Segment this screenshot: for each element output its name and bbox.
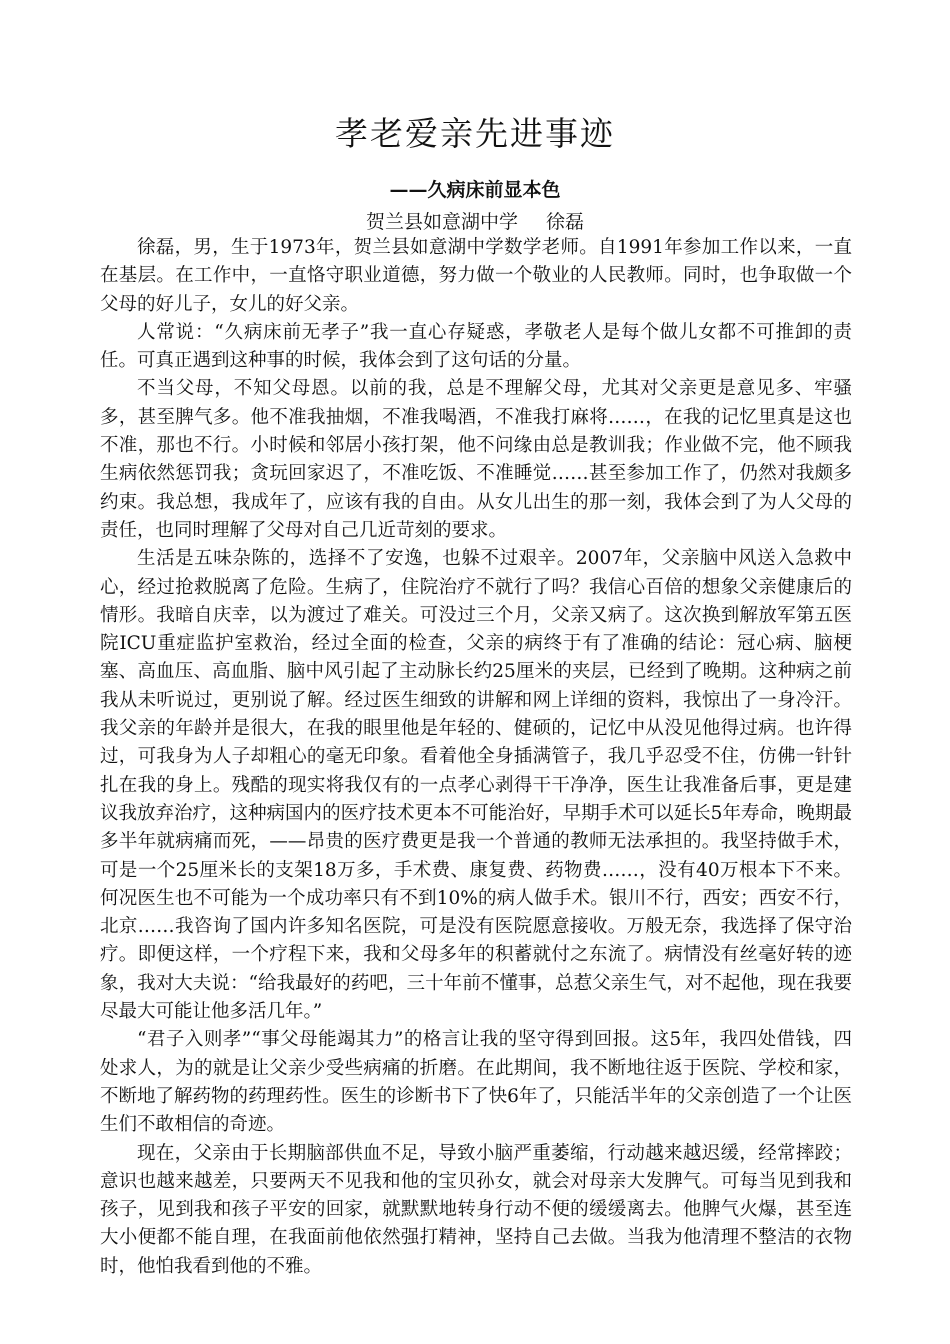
paragraph-intro: 徐磊，男，生于1973年，贺兰县如意湖中学数学老师。自1991年参加工作以来，一直在基层。在工作中，一直恪守职业道德，努力做一个敬业的人民教师。同时，也争取做一个父母的好儿子，女儿的好父亲。	[100, 237, 852, 315]
paragraph-illness: 生活是五味杂陈的，选择不了安逸，也躲不过艰辛。2007年，父亲脑中风送入急救中心，经过抢救脱离了危险。生病了，住院治疗不就行了吗？我信心百倍的想象父亲健康后的情形。我暗自庆幸，以为渡过了难关。可没过三个月，父亲又病了。这次换到解放军第五医院ICU重症监护室救治，经过全面的检查，父亲的病终于有了准确的结论：冠心病、脑梗塞、高血压、高血脂、脑中风引起了主动脉长约25厘米的夹层，已经到了晚期。这种病之前我从未听说过，更别说了解。经过医生细致的讲解和网上详细的资料，我惊出了一身冷汗。我父亲的年龄并是很大，在我的眼里他是年轻的、健硕的，记忆中从没见他得过病。也许得过，可我身为人子却粗心的毫无印象。看着他全身插满管子，我几乎忍受不住，仿佛一针针扎在我的身上。残酷的现实将我仅有的一点孝心剥得干干净净，医生让我准备后事，更是建议我放弃治疗，这种病国内的医疗技术更本不可能治好，早期手术可以延长5年寿命，晚期最多半年就病痛而死，——昂贵的医疗费更是我一个普通的教师无法承担的。我坚持做手术，可是一个25厘米长的支架18万多，手术费、康复费、药物费……，没有40万根本下不来。何况医生也不可能为一个成功率只有不到10%的病人做手术。银川不行，西安；西安不行，北京……我咨询了国内许多知名医院，可是没有医院愿意接收。万般无奈，我选择了保守治疗。即便这样，一个疗程下来，我和父母多年的积蓄就付之东流了。病情没有丝毫好转的迹象，我对大夫说：“给我最好的药吧，三十年前不懂事，总惹父亲生气，对不起他，现在我要尽最大可能让他多活几年。”	[100, 548, 852, 1023]
paragraph-saying: 人常说：“久病床前无孝子”我一直心存疑惑，孝敬老人是每个做儿女都不可推卸的责任。可真正遇到这种事的时候，我体会到了这句话的分量。	[100, 321, 852, 372]
author-name: 徐磊	[546, 211, 585, 233]
paragraph-parents: 不当父母，不知父母恩。以前的我，总是不理解父母，尤其对父亲更是意见多、牢骚多，甚至脾气多。他不准我抽烟，不准我喝酒，不准我打麻将……，在我的记忆里真是这也不准，那也不行。小时候和邻居小孩打架，他不问缘由总是教训我；作业做不完，他不顾我生病依然惩罚我；贪玩回家迟了，不准吃饭、不准睡觉……甚至参加工作了，仍然对我颇多约束。我总想，我成年了，应该有我的自由。从女儿出生的那一刻，我体会到了为人父母的责任，也同时理解了父母对自己几近苛刻的要求。	[100, 378, 852, 541]
paragraph-persistence: “君子入则孝”“事父母能竭其力”的格言让我的坚守得到回报。这5年，我四处借钱，四处求人，为的就是让父亲少受些病痛的折磨。在此期间，我不断地往返于医院、学校和家，不断地了解药物的药理药性。医生的诊断书下了快6年了，只能活半年的父亲创造了一个让医生们不敢相信的奇迹。	[100, 1029, 852, 1136]
document-title: 孝老爱亲先进事迹	[335, 114, 615, 153]
document-subtitle: ——久病床前显本色	[389, 179, 561, 201]
paragraph-present: 现在，父亲由于长期脑部供血不足，导致小脑严重萎缩，行动越来越迟缓，经常摔跤；意识也越来越差，只要两天不见我和他的宝贝孙女，就会对母亲大发脾气。可每当见到我和孩子，见到我和孩子平安的回家，就默默地转身行动不便的缓缓离去。他脾气火爆，甚至连大小便都不能自理，在我面前他依然强打精神，坚持自己去做。当我为他清理不整洁的衣物时，他怕我看到他的不雅。	[100, 1142, 852, 1277]
author-line	[0, 208, 950, 236]
document-body	[100, 234, 852, 1281]
author-school: 贺兰县如意湖中学	[365, 211, 518, 233]
